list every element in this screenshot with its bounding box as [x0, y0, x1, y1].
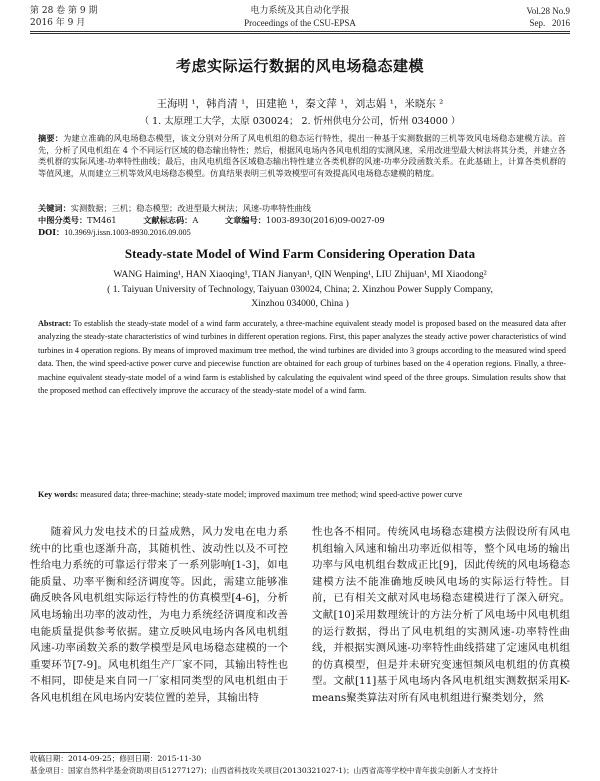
header-date-cn: 2016 年 9 月: [30, 18, 86, 28]
footnote-received: 收稿日期：2014-09-25；修回日期：2015-11-30: [30, 754, 202, 763]
keywords-cn: [38, 203, 566, 215]
article-number-label: 文章编号：: [224, 215, 266, 225]
doc-code-value: A: [192, 215, 199, 225]
header-rule: [30, 31, 570, 32]
abstract-en-label: Abstract:: [38, 319, 72, 328]
abstract-cn-label: 摘要：: [38, 133, 64, 143]
affiliation-en-2: Xinzhou 034000, China ): [251, 298, 349, 309]
meta-cn: [38, 215, 385, 227]
header-journal-en: Proceedings of the CSU-EPSA: [244, 18, 356, 28]
doc-code-label: 文献标志码：: [143, 215, 193, 225]
abstract-cn-text: 为建立准确的风电场稳态模型，该文分别对分所了风电机组的稳态运行特性，提出一种基于实测数据的三机等效风电场稳态建模方法。首先，分析了风电机组在 4 个不同运行区域的稳态输出特性；然后，根据风电场内各风电机组的实测风速，采用改进型最大树法将其分类，并建立各类机群的实际风速-功率特性曲线；最后，由风电机组各区域稳态输出特性建立各类机群的风速-功率分段函数关系。在此基础上，计算各类机群的等值风速，从而建立三机等效风电场稳态模型。仿真结果表明三机等效模型可有效提高风电场稳态建模的精度。: [38, 133, 566, 178]
abstract-en-text: To establish the steady-state model of a wind farm accurately, a three-machine equivalent steady model is proposed based on the measured data after analyzing the steady-state characteristics of wind turbines in different operation regions. First, this paper analyzes the steady active power characteristics of wind turbines in 4 operation regions. By means of improved maximum tree method, the wind turbines are divided into 3 groups according to the measured wind speed data. Then, the wind speed-active power curve and piecewise function are obtained for each group of turbines based on the 4 operation regions. Finally, a three-machine equivalent steady-state model of a wind farm is established by calculating the equivalent wind speed of the three groups. Simulation results show that the proposed method can effectively improve the accuracy of the steady-state model of a wind farm.: [38, 319, 566, 396]
affiliation-en-1: ( 1. Taiyuan University of Technology, Taiyuan 030024, China; 2. Xinzhou Power Supply Company,: [107, 284, 493, 295]
body-right-column: 性也各不相同。传统风电场稳态建模方法假设所有风电机组输入风速和输出功率近似相等，整个风电场的输出功率与风电机组台数成正比[9]，因此传统的风电场稳态建模方法不能准确地反映风电场的实际运行特性。目前，已有相关文献对风电场稳态建模进行了深入研究。文献[10]采用数理统计的方法分析了风电场中风电机组的运行数据，得出了风电机组的实测风速-功率特性曲线，并根据实测风速-功率特性曲线搭建了定速风电机组的仿真模型，但是并未研究变速恒频风电机组的仿真模型。文献[11]基于风电场内各风电机组实测数据采用K-means聚类算法对所有风电机组进行聚类划分，然: [312, 526, 570, 704]
abstract-en: [38, 317, 566, 397]
header-volume-en: Vol.28 No.9: [526, 6, 570, 16]
header-volume-cn: 第 28 卷 第 9 期: [30, 6, 98, 16]
doi-value: 10.3969/j.issn.1003-8930.2016.09.005: [64, 228, 191, 237]
authors-en: WANG Haiming¹, HAN Xiaoqing¹, TIAN Jianyan¹, QIN Wenping¹, LIU Zhijuan¹, MI Xiaodong²: [113, 269, 487, 280]
keywords-en-text: measured data; three-machine; steady-state model; improved maximum tree method; wind speed-active power curve: [80, 490, 463, 499]
doi-line: [38, 227, 191, 239]
affiliation-cn: （ 1. 太原理工大学，太原 030024； 2. 忻州供电分公司，忻州 034000 ）: [139, 116, 461, 127]
footnote-rule: [30, 752, 150, 753]
body-left-column: 随着风力发电技术的日益成熟，风力发电在电力系统中的比重也逐渐升高，其随机性、波动性以及不可控性给电力系统的可靠运行带来了一系列影响[1-3]，如电能质量、功率平衡和经济调度等。因此，需建立能够准确反映各风电机组实际运行特性的仿真模型[4-6]，分析风电场输出功率的波动性，为电力系统经济调度和改善电能质量提供参考依据。建立反映风电场内各风电机组风速-功率函数关系的数学模型是风电场稳态建模的一个重要环节[7-9]。风电机组生产厂家不同，其输出特性也不相同，即使是来自同一厂家相同类型的风电机组由于各风电机组在风电场内安装位置的差异，其输出特: [30, 526, 288, 704]
keywords-en: [38, 488, 566, 501]
abstract-cn: [38, 133, 566, 179]
header-rule-2: [30, 33, 570, 34]
keywords-cn-label: 关键词：: [38, 203, 71, 213]
authors-cn: 王海明 ¹，韩肖清 ¹，田建艳 ¹，秦文萍 ¹，刘志娟 ¹，米晓东 ²: [156, 98, 444, 110]
clc-label: 中图分类号：: [38, 215, 88, 225]
keywords-cn-text: 实测数据；三机；稳态模型；改进型最大树法；风速-功率特性曲线: [70, 203, 311, 213]
header-date-en: Sep. 2016: [529, 18, 570, 28]
paper-title-en: Steady-state Model of Wind Farm Considering Operation Data: [124, 246, 476, 261]
footnote-fund: 基金项目：国家自然科学基金资助项目(51277127)；山西省科技攻关项目(20130321027-1)；山西省高等学校中青年拔尖创新人才支持计: [30, 766, 498, 775]
clc-value: TM461: [87, 215, 117, 225]
doi-label: DOI：: [38, 227, 65, 237]
article-number-value: 1003-8930(2016)09-0027-09: [265, 215, 385, 225]
header-journal-cn: 电力系统及其自动化学报: [250, 6, 350, 16]
keywords-en-label: Key words:: [38, 490, 79, 499]
paper-title-cn: 考虑实际运行数据的风电场稳态建模: [175, 57, 424, 75]
